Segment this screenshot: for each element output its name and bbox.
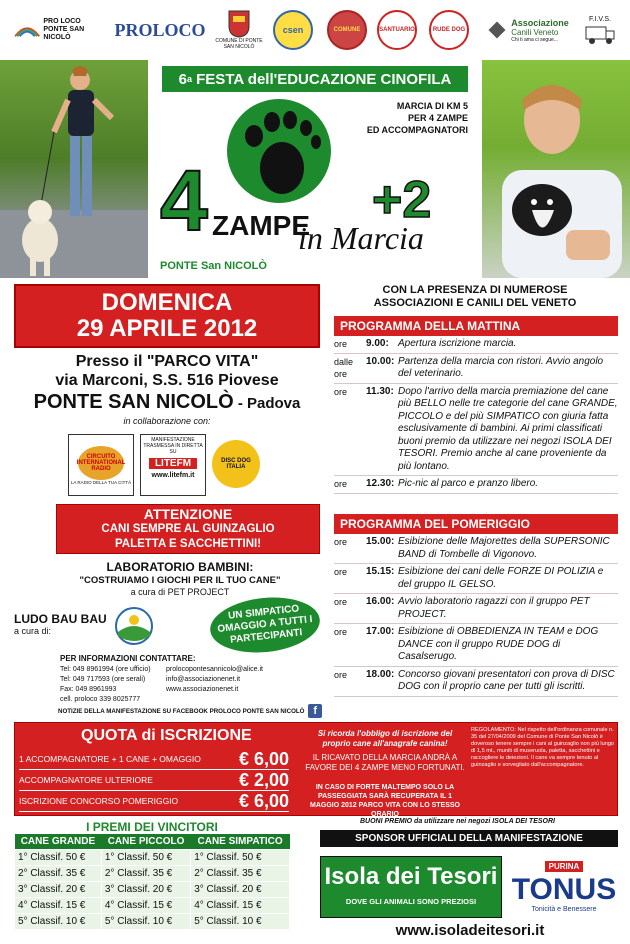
time-prefix: ore [334,567,348,577]
isola-logo: Isola dei Tesori DOVE GLI ANIMALI SONO PREZIOSI [320,856,502,918]
time-value: 15.00: [366,536,395,547]
tonus-logo: PURINA TONUS Tonicità e Benessere [511,862,617,913]
schedule-desc: Pic-nic al parco e pranzo libero. [398,478,539,489]
prize-cell: 2° Classif. 35 € [101,866,190,882]
paw-footprint-icon [224,96,334,206]
in-marcia-word: in Marcia [298,220,424,256]
schedule-desc: Esibizione dei cani delle FORZE DI POLIZIA e del gruppo IL GELSO. [398,566,604,590]
schedule-desc: Apertura iscrizione marcia. [398,338,517,349]
isola-url[interactable]: www.isoladeitesori.it [395,922,545,939]
schedule-desc: Dopo l'arrivo della marcia premiazione del cane più BELLO nelle tre categorie del cane GRANDE, PICCOLO e del più SIMPATICO con giuria fatta esclusivamente di bambini. Ai primi classificati buoni premio da utilizzare nei negozi ISOLA DEI TESORI. Premio anche al cane proveniente da più lontano. [398,385,618,472]
fee-row [19,749,289,770]
plus-two: +2 [372,171,432,229]
zampe-word: ZAMPE [212,210,310,241]
litefm-logo: MANIFESTAZIONE TRASMESSA IN DIRETTA SU LITEFM www.litefm.it [140,434,206,496]
prize-cell: 1° Classif. 50 € [15,850,102,866]
event-day: DOMENICA [101,289,233,316]
time-value: 15.15: [366,566,395,577]
schedule-desc: Esibizione delle Majorettes della SUPERSONIC BAND di Tombelle di Vigonovo. [398,536,610,560]
logo-strip [0,0,630,60]
man-puppy-illustration-icon [482,60,630,278]
prize-cell: 1° Classif. 50 € [101,850,190,866]
facebook-note: NOTIZIE DELLA MANIFESTAZIONE SU FACEBOOK PROLOCO PONTE SAN NICOLÒ f [58,704,322,718]
schedule-row [334,336,618,354]
schedule-desc: Esibizione di OBBEDIENZA IN TEAM e DOG DANCE con il gruppo RUDE DOG di Casalserugo. [398,626,599,662]
prize-cell: 5° Classif. 10 € [101,914,190,930]
ludo-logo-icon [114,606,154,646]
comune-crest: COMUNE DI PONTE SAN NICOLÒ [214,6,264,54]
prize-row [15,850,290,866]
schedule-row [334,624,618,667]
schedule-row [334,384,618,477]
event-date: 29 APRILE 2012 [76,315,258,342]
prize-cell: 1° Classif. 50 € [191,850,290,866]
fee-price: € 6,00 [238,790,289,811]
festival-title-bar: 6 a FESTA dell'EDUCAZIONE CINOFILA [162,66,468,92]
seal-logo-1: COMUNE [324,6,370,54]
prize-category: CANE SIMPATICO [191,834,290,850]
fee-price: € 2,00 [238,769,289,790]
fees-box: QUOTA di ISCRIZIONE 1 ACCOMPAGNATORE + 1 CANE + OMAGGIO € 6,00 ACCOMPAGNATORE ULTERIORE € 2,00 ISCRIZIONE CONCORSO POMERIGGIO € 6,00 Si ricorda l'obbligo di iscrizione del proprio cane all'anagrafe canina! IL RICAVATO DELLA MARCIA ANDRÀ A FAVORE DEI 4 ZAMPE MENO FORTUNATI. IN CASO DI FORTE MALTEMPO SOLO LA PASSEGGIATA SARÀ RECUPERATA IL 1 MAGGIO 2012 PARCO VITA CON LO STESSO ORARIO REGOLAMENTO: Nel rispetto dell'ordinanza comunale n. 35 del 27/04/2009 del Comune di Ponte San Nicolò è doveroso tenere sempre i cani al guinzaglio non più lungo di 1,5 mt., muniti di museruola, paletta, sacchettini e raccogliere le deiezioni. Il cane va sempre tenuto al guinzaglio e sorvegliato dall'accompagnatore. [14,722,618,816]
prize-cell: 2° Classif. 35 € [15,866,102,882]
schedule-row [334,476,618,494]
schedule-desc: Partenza della marcia con ristori. Avvio angolo del veterinario. [398,355,604,379]
date-box [14,284,320,348]
fee-row [19,791,289,812]
schedule-row [334,667,618,697]
prize-cell: 2° Classif. 35 € [191,866,290,882]
seal-logo-2: SANTUARIO [374,6,420,54]
venue: Presso il "PARCO VITA" via Marconi, S.S. 516 Piovese PONTE SAN NICOLÒ - Padova in collaborazione con: [33,353,301,426]
ludo-bau-bau: LUDO BAU BAU a cura di: [14,612,107,636]
time-prefix: ore [334,537,348,547]
contacts: PER INFORMAZIONI CONTATTARE: Tel: 049 8961994 (ore ufficio) Tel: 049 717593 (ore serali) Fax: 049 8961993 cell. proloco 339 8025777 prolocopontesannicolo@alice.it info@associazionenet.it www.associazionenet.it [60,654,263,703]
sponsors-title: SPONSOR UFFICIALI DELLA MANIFESTAZIONE [320,830,618,847]
facebook-icon: f [308,704,322,718]
prizes: I PREMI DEI VINCITORI CANE GRANDE CANE PICCOLO CANE SIMPATICO 1° Classif. 50 € 1° Classif. 50 € 1° Classif. 50 € 2° Classif. 35 € 2° Classif. 35 € 2° Classif. 35 € 3° Classif. 20 € 3° Classif. 20 € 3° Classif. 20 € 4° Classif. 15 € 4° Classif. 15 € 4° Classif. 15 € 5° Classif. 10 € 5° Classif. 10 € 5° Classif. 10 € [14,820,290,930]
crest-icon [228,10,250,38]
photo-man-puppy [482,60,630,278]
time-prefix: ore [334,339,348,349]
prize-category: CANE PICCOLO [101,834,190,850]
time-value: 10.00: [366,355,395,367]
kids-lab: LABORATORIO BAMBINI: "COSTRUIAMO I GIOCHI PER IL TUO CANE" a cura di PET PROJECT [79,560,281,597]
prize-cell: 4° Classif. 15 € [101,898,190,914]
afternoon-program: PROGRAMMA DEL POMERIGGIO ore 15.00: Esibizione delle Majorettes della SUPERSONIC BAND di Tombelle di Vigonovo. ore 15.15: Esibizione dei cani delle FORZE DI POLIZIA e del gruppo IL GELSO. ore 16.00: Avvio laboratorio ragazzi con il gruppo PET PROJECT. ore 17.00: Esibizione di OBBEDIENZA IN TEAM e DOG DANCE con il gruppo RUDE DOG di Casalserugo. ore 18.00: Concorso giovani presentatori con prova di DISC DOG con il proprio cane per tutti gli iscritti. [334,514,618,697]
march-info: MARCIA DI KM 5 PER 4 ZAMPE ED ACCOMPAGNATORI [366,101,468,135]
photo-woman-dog [0,60,148,278]
schedule-row [334,354,618,384]
time-value: 12.30: [366,478,395,489]
radio-logo: CIRCUITO INTERNATIONAL RADIO LA RADIO DELLA TUA CITTÀ [68,434,134,496]
fee-label: ISCRIZIONE CONCORSO POMERIGGIO [19,796,179,806]
prize-cell: 3° Classif. 20 € [191,882,290,898]
prizes-table [14,834,290,930]
location-label: PONTE San NICOLÒ [160,260,267,272]
buoni-note: BUONI PREMIO da utilizzare nei negozi ISOLA DEI TESORI [360,818,555,825]
csen-logo: csen [270,6,316,54]
prize-row [15,914,290,930]
time-prefix: ore [334,669,348,680]
schedule-row [334,564,618,594]
time-value: 11.30: [366,385,394,397]
prize-row [15,898,290,914]
time-prefix: ore [334,597,348,607]
time-prefix: ore [334,627,348,637]
disc-dog-logo: DISC DOG ITALIA [212,440,260,488]
prize-row [15,882,290,898]
prize-cell: 4° Classif. 15 € [191,898,290,914]
schedule-row [334,534,618,564]
time-value: 18.00: [366,668,395,680]
rude-dog-logo: RUDE DOG [424,6,474,54]
fee-row [19,770,289,791]
prize-cell: 5° Classif. 10 € [15,914,102,930]
big-four: 4 [160,153,208,249]
prize-category: CANE GRANDE [15,834,102,850]
canili-veneto-logo: Associazione Canili Veneto Chi ti ama ci segue... [480,6,576,54]
time-prefix: dalle ore [334,356,354,379]
schedule-desc: Concorso giovani presentatori con prova di DISC DOG con il proprio cane per tutti gli iscritti. [398,668,615,692]
event-header [150,62,480,278]
prize-cell: 4° Classif. 15 € [15,898,102,914]
warning-box: ATTENZIONE CANI SEMPRE AL GUINZAGLIO PALETTA E SACCHETTINI! [56,504,320,554]
schedule-row [334,594,618,624]
fee-label: 1 ACCOMPAGNATORE + 1 CANE + OMAGGIO [19,754,201,764]
prize-cell: 3° Classif. 20 € [101,882,190,898]
diamond-icon [487,20,507,40]
media-partners [68,434,268,496]
bridge-icon [14,17,40,43]
fee-price: € 6,00 [238,748,289,769]
proloco-logo-2: PROLOCO [114,19,206,40]
time-prefix: ore [334,386,348,397]
prize-row [15,866,290,882]
fee-label: ACCOMPAGNATORE ULTERIORE [19,775,153,785]
prize-cell: 3° Classif. 20 € [15,882,102,898]
time-value: 16.00: [366,596,395,607]
intro: CON LA PRESENZA DI NUMEROSE ASSOCIAZIONI E CANILI DEL VENETO [373,284,577,309]
time-prefix: ore [334,479,348,489]
time-value: 9.00: [366,338,389,349]
woman-dog-illustration-icon [0,60,148,278]
fivs-logo: F.I.V.S. [580,6,620,54]
prize-cell: 5° Classif. 10 € [191,914,290,930]
schedule-desc: Avvio laboratorio ragazzi con il gruppo PET PROJECT. [398,596,590,620]
proloco-logo-1: PRO LOCO PONTE SAN NICOLÒ [14,6,106,54]
time-value: 17.00: [366,626,395,637]
truck-icon [585,23,615,45]
gift-badge: UN SIMPATICO OMAGGIO A TUTTI I PARTECIPANTI [207,592,322,657]
morning-program: PROGRAMMA DELLA MATTINA ore 9.00: Apertura iscrizione marcia. dalle ore 10.00: Partenza della marcia con ristori. Avvio angolo del veterinario. ore 11.30: Dopo l'arrivo della marcia premiazione del cane più BELLO nelle tre categorie del cane GRANDE, PICCOLO e del più SIMPATICO con giuria fatta esclusivamente di bambini. Ai primi classificati buoni premio da utilizzare nei negozi ISOLA DEI TESORI. Premio anche al cane proveniente da più lontano. ore 12.30: Pic-nic al parco e pranzo libero. [334,316,618,494]
